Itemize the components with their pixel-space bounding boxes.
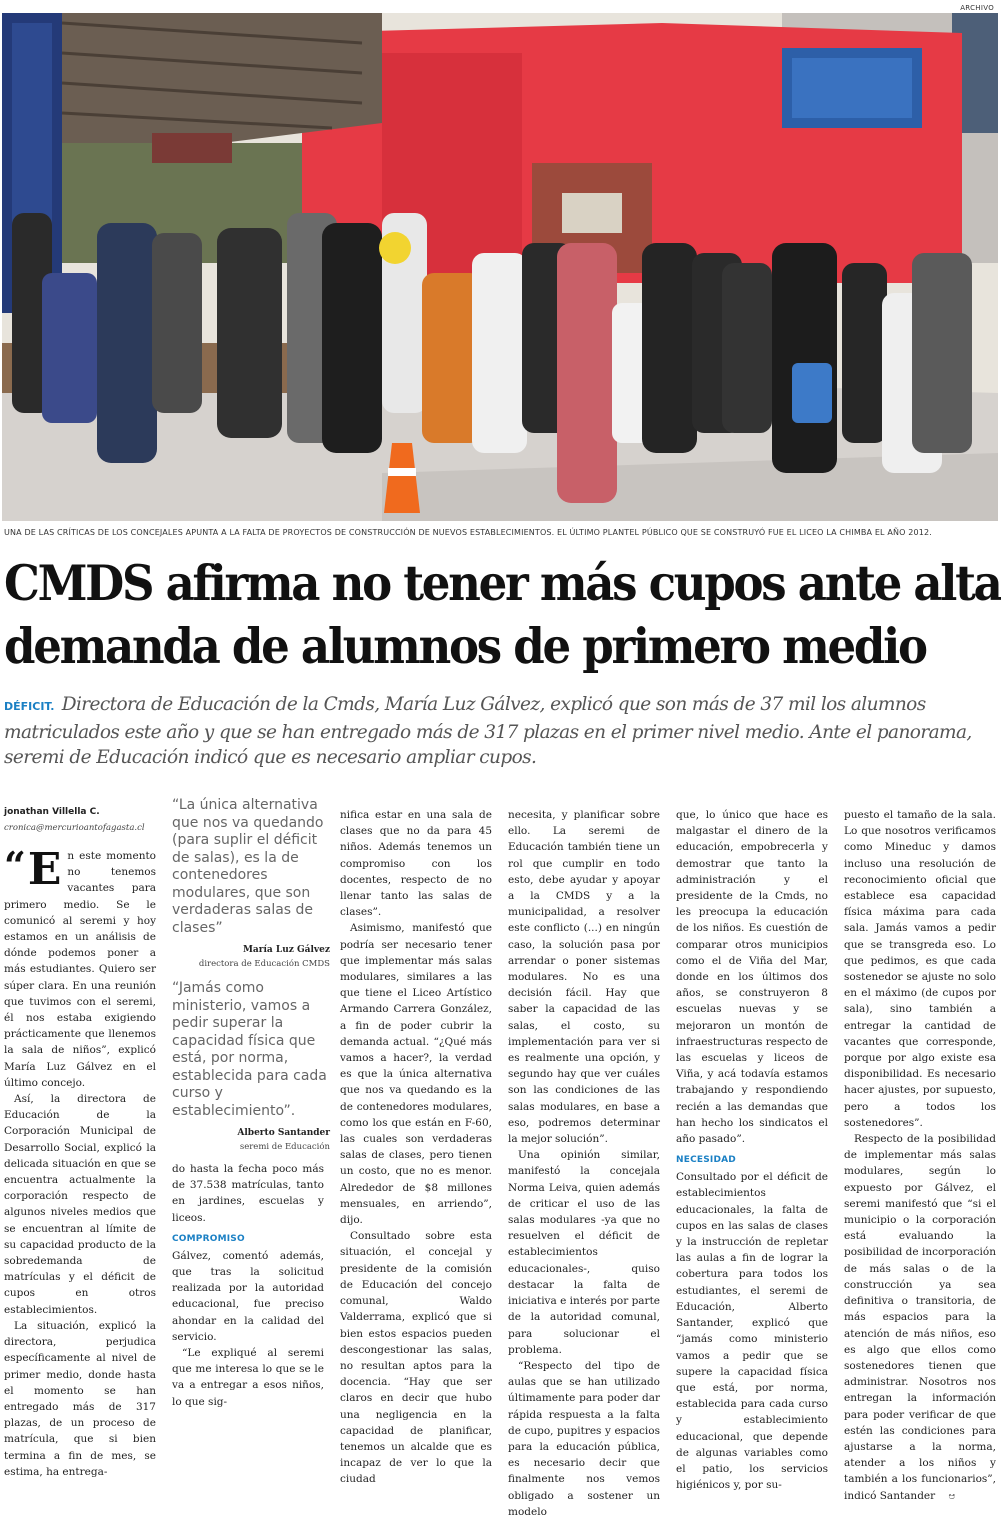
photo-illustration	[2, 13, 998, 521]
column-6	[844, 807, 996, 1502]
photo-caption: UNA DE LAS CRÍTICAS DE LOS CONCEJALES APUNTA A LA FALTA DE PROYECTOS DE CONSTRUCCIÓN DE NUEVOS ESTABLECIMIENTOS. EL ÚLTIMO PLANTEL PÚBLICO QUE SE CONSTRUYÓ FUE EL LICEO LA CHIMBA EL AÑO 2012.	[4, 528, 932, 537]
paragraph: Consultado sobre esta situación, el concejal y presidente de la comisión de Educación del concejo comunal, Waldo Valderrama, explicó que si bien estos espacios pueden descongestionar las salas, no resultan aptos para la docencia. “Hay que ser claros en decir que hubo una negligencia en la capacidad de planificar, tenemos un alcalde que es incapaz de ver lo que la ciudad	[340, 1230, 492, 1486]
column-5	[676, 807, 829, 1492]
paragraph: necesita, y planificar sobre ello. La seremi de Educación también tiene un rol que cumplir en todo esto, debe ayudar y apoyar a la CMDS y a la municipalidad, a resolver este conflicto (...) en ningún caso, la solución pasa por arrendar o poner sistemas modulares. No es una decisión fácil. Hay que saber la capacidad de las salas, el costo, su implementación para ver si es realmente una opción, y segundo hay que ver cuáles son las condiciones de las salas modulares, en base a eso, podremos determinar la mejor solución”.	[508, 809, 660, 1146]
paragraph: Gálvez, comentó además, que tras la solicitud realizada por la autoridad educacional, fue preciso ahondar en la calidad del servicio.	[172, 1249, 324, 1343]
pull-quote-name: Alberto Santander	[237, 1128, 330, 1138]
pull-quote-1	[172, 797, 330, 969]
headline-line-1: CMDS afirma no tener más cupos ante alta	[4, 554, 1001, 612]
deck-label: DÉFICIT.	[4, 700, 55, 713]
paragraph: Una opinión similar, manifestó la concejala Norma Leiva, quien además de criticar el uso de las salas modulares -ya que no resuelven el déficit de establecimientos educacionales-, quiso destacar la falta de iniciativa e interés por parte de la autoridad comunal, para solucionar el problema.	[508, 1149, 660, 1356]
end-mark-icon: ಆ	[948, 1490, 956, 1502]
drop-cap: E	[27, 844, 62, 895]
byline-author: jonathan Villella C.	[4, 807, 100, 817]
pull-quote-role: seremi de Educación	[239, 1142, 330, 1152]
headline-line-2: demanda de alumnos de primero medio	[4, 617, 926, 675]
paragraph: do hasta la fecha poco más de 37.538 matrículas, tanto en jardines, escuelas y liceos.	[172, 1163, 324, 1224]
paragraph-text: Respecto de la posibilidad de implementar más salas modulares, según lo expuesto por Gálvez, el seremi manifestó que “si el municipio o la corporación está evaluando la posibilidad de incorporación de más salas o de la construcción ya sea definitiva o transitoria, de más espacios para la atención de más niños, eso es algo que ellos como sostenedores tienen que administrar. Nosotros nos entregan la información para poder verificar de que estén las condiciones para ajustarse a la norma, atender a los niños y también a los funcionarios”, indicó Santander	[844, 1133, 996, 1502]
paragraph: puesto el tamaño de la sala. Lo que nosotros verificamos como Mineduc y damos incluso una resolución de reconocimiento oficial que establece esa capacidad física máxima para cada sala. Jamás vamos a pedir que se transgreda eso. Lo que pedimos, es que cada sostenedor se ajuste no solo en el máximo (de cupos por sala), sino también a entregar la cantidad de vacantes que corresponde, porque por algo existe esa disponibilidad. Es necesario hacer ajustes, por supuesto, pero a todos los sostenedores”.	[844, 809, 996, 1129]
paragraph: Así, la directora de Educación de la Corporación Municipal de Desarrollo Social, explicó la delicada situación en que se encuentra actualmente la corporación respecto de algunos niveles medios que se encuentran al límite de su capacidad producto de la sobredemanda de matrículas y el déficit de cupos en otros establecimientos.	[4, 1093, 156, 1316]
pull-quote-role: directora de Educación CMDS	[198, 959, 330, 969]
headline	[4, 552, 1001, 678]
deck-text: Directora de Educación de la Cmds, María Luz Gálvez, explicó que son más de 37 mil los alumnos matriculados este año y que se han entregado más de 317 plazas en el primer nivel medio. Ante el panorama, seremi de Educación indicó que es necesario ampliar cupos.	[4, 694, 972, 768]
paragraph: que, lo único que hace es malgastar el dinero de la educación, empobrecerla y demostrar que tanto la administración y el presidente de la Cmds, no les preocupa la educación de los niños. Es cuestión de comparar otros municipios como el de Viña del Mar, donde en los últimos dos años, se construyeron 8 escuelas nuevas y se mejoraron un montón de infraestructuras respecto de las escuelas y liceos de Viña, y acá todavía estamos trabajando y respondiendo recién a las demandas que han hecho los sindicatos el año pasado”.	[676, 809, 829, 1146]
paragraph: Asimismo, manifestó que podría ser necesario tener que implementar más salas modulares, similares a las que tiene el Liceo Artístico Armando Carrera González, a fin de poder cubrir la demanda actual. “¿Qué más vamos a hacer?, la verdad es que la única alternativa que nos va quedando es la de contenedores modulares, como los que están en F-60, las cuales son verdaderas salas de clases, pero tienen un costo, que no es menor. Alrededor de $8 millones mensuales, en arriendo”, dijo.	[340, 922, 492, 1227]
paragraph	[844, 1131, 996, 1504]
column-3	[340, 807, 492, 1486]
photo-credit: ARCHIVO	[960, 4, 994, 12]
byline-email: cronica@mercurioantofagasta.cl	[4, 823, 145, 833]
paragraph: “Respecto del tipo de aulas que se han utilizado últimamente para poder dar rápida respuesta a la falta de cupo, pupitres y espacios para la educación pública, es necesario decir que finalmente nos vemos obligado a sostener un modelo	[508, 1359, 660, 1518]
paragraph: La situación, explicó la directora, perjudica específicamente al nivel de primer medio, donde hasta el momento se han entregado más de 317 plazas, de un proceso de matrícula, que si bien termina a fin de mes, se estima, ha entrega-	[4, 1319, 156, 1478]
opening-quote-mark: “	[4, 843, 26, 888]
paragraph: “Le expliqué al seremi que me interesa lo que se le va a entregar a esos niños, lo que sig-	[172, 1347, 324, 1408]
subhead-necesidad: NECESIDAD	[676, 1155, 736, 1166]
column-2	[172, 1161, 324, 1408]
deck	[4, 692, 994, 771]
paragraph: Consultado por el déficit de establecimientos educacionales, la falta de cupos en las salas de clases y la instrucción de repletar las aulas a fin de lograr la cobertura para todos los estudiantes, el seremi de Educación, Alberto Santander, explicó que “jamás como ministerio vamos a pedir que se supere la capacidad física que está, por norma, establecida para cada curso y establecimiento educacional, que depende de algunas variables como el patio, los servicios higiénicos y, por su-	[676, 1171, 828, 1492]
paragraph: nifica estar en una sala de clases que no da para 45 niños. Además tenemos un compromiso con los docentes, respecto de no llenar tanto las salas de clases”.	[340, 809, 492, 919]
paragraph: n este momento no tenemos vacantes para primero medio. Se le comunicó al seremi y hoy estamos en un análisis de dónde podemos poner a más estudiantes. Quiero ser súper clara. En una reunión que tuvimos con el seremi, él nos estaba exigiendo prácticamente que llenemos la sala de niños”, explicó María Luz Gálvez en el último concejo.	[4, 850, 156, 1089]
pull-quote-text: “Jamás como ministerio, vamos a pedir superar la capacidad física que está, por norma, establecida para cada curso y establecimiento”.	[172, 980, 327, 1119]
pull-quote-text: “La única alternativa que nos va quedando (para suplir el déficit de salas), es la de contenedores modulares, que son verdaderas salas de clases”	[172, 797, 324, 936]
pull-quote-name: María Luz Gálvez	[242, 945, 330, 955]
news-photo	[2, 13, 998, 521]
subhead-compromiso: COMPROMISO	[172, 1233, 245, 1244]
column-1	[4, 843, 156, 1478]
lead-paragraph	[4, 843, 156, 1091]
pull-quote-2	[172, 980, 330, 1152]
column-4	[508, 807, 660, 1518]
